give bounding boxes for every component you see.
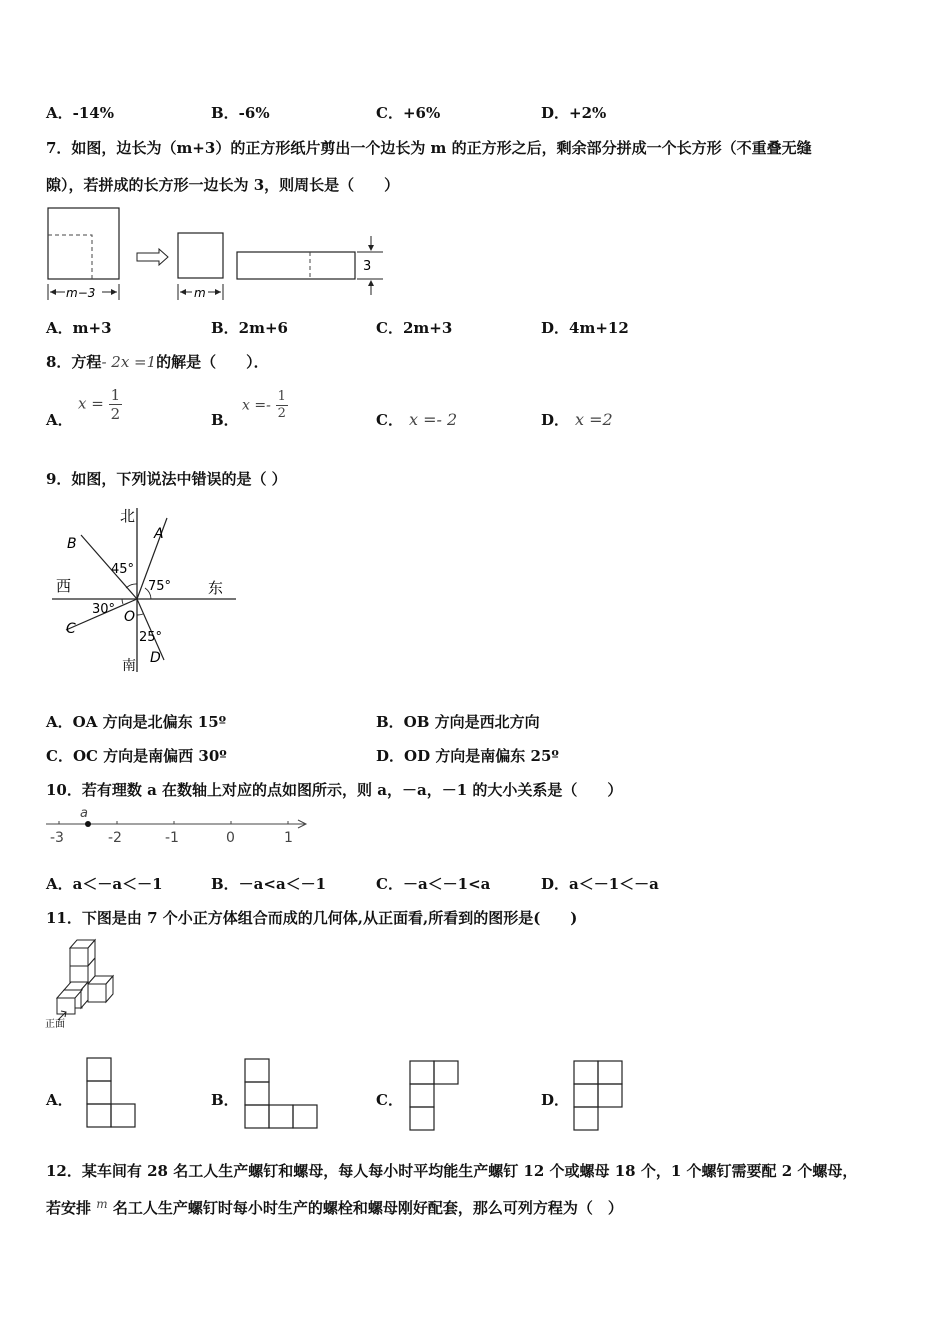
q8-stem-prefix: 8．方程 <box>46 353 102 371</box>
q10-tick-1: 1 <box>284 830 293 846</box>
q8-stem <box>46 351 269 372</box>
q9-option-a: A．OA 方向是北偏东 15º <box>46 713 227 731</box>
q10-option-a: A．a＜－a＜－1 <box>46 875 163 893</box>
q8-option-a-fraction: $\frac{1}{2}$ <box>110 386 121 423</box>
q9-stem: 9．如图，下列说法中错误的是（ ） <box>46 470 287 488</box>
q9-label-d: D <box>150 650 161 666</box>
q11-cube-figure <box>44 936 124 1031</box>
q9-option-b: B．OB 方向是西北方向 <box>376 713 540 731</box>
q8-option-a <box>78 386 122 423</box>
q7-option-c: C．2m+3 <box>376 319 453 337</box>
q8-option-d: x =2 <box>575 410 613 429</box>
q11-option-c-label: C． <box>376 1091 403 1109</box>
q10-option-d: D．a＜－1＜－a <box>541 875 659 893</box>
q8-option-d-label: D． <box>541 411 570 429</box>
q7-option-b: B．2m+6 <box>211 319 288 337</box>
q7-big-square <box>48 208 119 279</box>
q9-angle-45: 45° <box>111 562 135 577</box>
q10-tick-neg1: -1 <box>165 830 179 846</box>
q11-option-d-label: D． <box>541 1091 570 1109</box>
q9-angle-30: 30° <box>92 602 116 617</box>
q8-option-b-fraction: $\frac{1}{2}$ <box>277 389 286 421</box>
q9-option-d: D．OD 方向是南偏东 25º <box>376 747 559 765</box>
q9-label-a: A <box>154 526 164 542</box>
q10-option-b: B．－a<a＜－1 <box>211 875 327 893</box>
q11-option-c-figure <box>409 1060 461 1132</box>
q9-angle-75: 75° <box>148 579 172 594</box>
q10-point-a-label: a <box>80 806 88 821</box>
q8-option-c-label: C． <box>376 411 403 429</box>
q6-option-c: C．+6% <box>376 104 441 122</box>
q10-tick-neg3: -3 <box>50 830 64 846</box>
q11-option-b-label: B． <box>211 1091 239 1109</box>
q8-stem-equation: - 2x =1 <box>101 353 157 371</box>
q12-stem-suffix: 名工人生产螺钉时每小时生产的螺栓和螺母刚好配套，那么可列方程为（ ） <box>112 1199 623 1217</box>
q10-tick-neg2: -2 <box>108 830 122 846</box>
q7-label-mid: m <box>194 286 206 300</box>
q12-stem-prefix: 若安排 <box>46 1199 92 1217</box>
q12-stem-variable: m <box>96 1197 108 1211</box>
q8-option-a-label: A． <box>46 411 73 429</box>
q8-option-b-lhs: x =- <box>242 397 271 414</box>
q9-compass-figure <box>48 500 243 680</box>
q7-option-d: D．4m+12 <box>541 319 629 337</box>
q7-cut-line <box>48 235 92 279</box>
q8-option-c: x =- 2 <box>409 410 458 429</box>
q9-label-south: 南 <box>122 658 136 674</box>
q9-label-north: 北 <box>120 507 136 525</box>
q7-arrow-icon <box>137 249 168 265</box>
q8-option-b-label: B． <box>211 411 239 429</box>
q7-figure <box>40 200 400 305</box>
q6-option-b: B．-6% <box>211 104 270 122</box>
q9-label-o: O <box>124 609 136 625</box>
q11-stem: 11．下图是由 7 个小正方体组合而成的几何体,从正面看,所看到的图形是( ) <box>46 909 578 927</box>
q7-label-right: 3 <box>363 259 372 274</box>
q9-label-east: 东 <box>208 579 224 597</box>
q7-small-square <box>178 233 223 278</box>
q10-stem: 10．若有理数 a 在数轴上对应的点如图所示，则 a，－a，－1 的大小关系是（ ） <box>46 781 623 799</box>
q9-label-west: 西 <box>56 577 72 595</box>
q11-option-b-figure <box>244 1058 320 1130</box>
q7-option-a: A．m+3 <box>46 319 112 337</box>
q11-front-label: 正面 <box>45 1019 65 1030</box>
q10-tick-0: 0 <box>226 830 235 846</box>
q6-option-d: D．+2% <box>541 104 607 122</box>
q12-stem-line1: 12．某车间有 28 名工人生产螺钉和螺母，每人每小时平均能生产螺钉 12 个或螺母 18 个，1 个螺钉需要配 2 个螺母， <box>46 1162 858 1180</box>
q8-stem-suffix: 的解是（ ）． <box>156 353 269 371</box>
q8-option-b <box>242 389 288 422</box>
q11-option-d-figure <box>573 1060 625 1132</box>
q12-stem-line2 <box>46 1197 623 1218</box>
q7-label-left: m−3 <box>66 286 96 300</box>
q9-angle-25: 25° <box>139 630 163 645</box>
q9-label-c: C <box>66 621 76 637</box>
q10-point-a <box>85 821 91 827</box>
q7-stem-line2: 隙），若拼成的长方形一边长为 3，则周长是（ ） <box>46 176 400 194</box>
q10-number-line <box>40 803 320 848</box>
q11-option-a-label: A． <box>46 1091 73 1109</box>
q7-rectangle <box>237 252 355 279</box>
q10-option-c: C．－a＜－1<a <box>376 875 491 893</box>
q6-option-a: A．-14% <box>46 104 114 122</box>
q11-option-a-figure <box>86 1057 138 1129</box>
q9-option-c: C．OC 方向是南偏西 30º <box>46 747 227 765</box>
q8-option-a-lhs: x = <box>78 394 104 413</box>
q9-label-b: B <box>67 536 77 552</box>
q7-stem-line1: 7．如图，边长为（m+3）的正方形纸片剪出一个边长为 m 的正方形之后，剩余部分拼成一个长方形（不重叠无缝 <box>46 139 812 157</box>
